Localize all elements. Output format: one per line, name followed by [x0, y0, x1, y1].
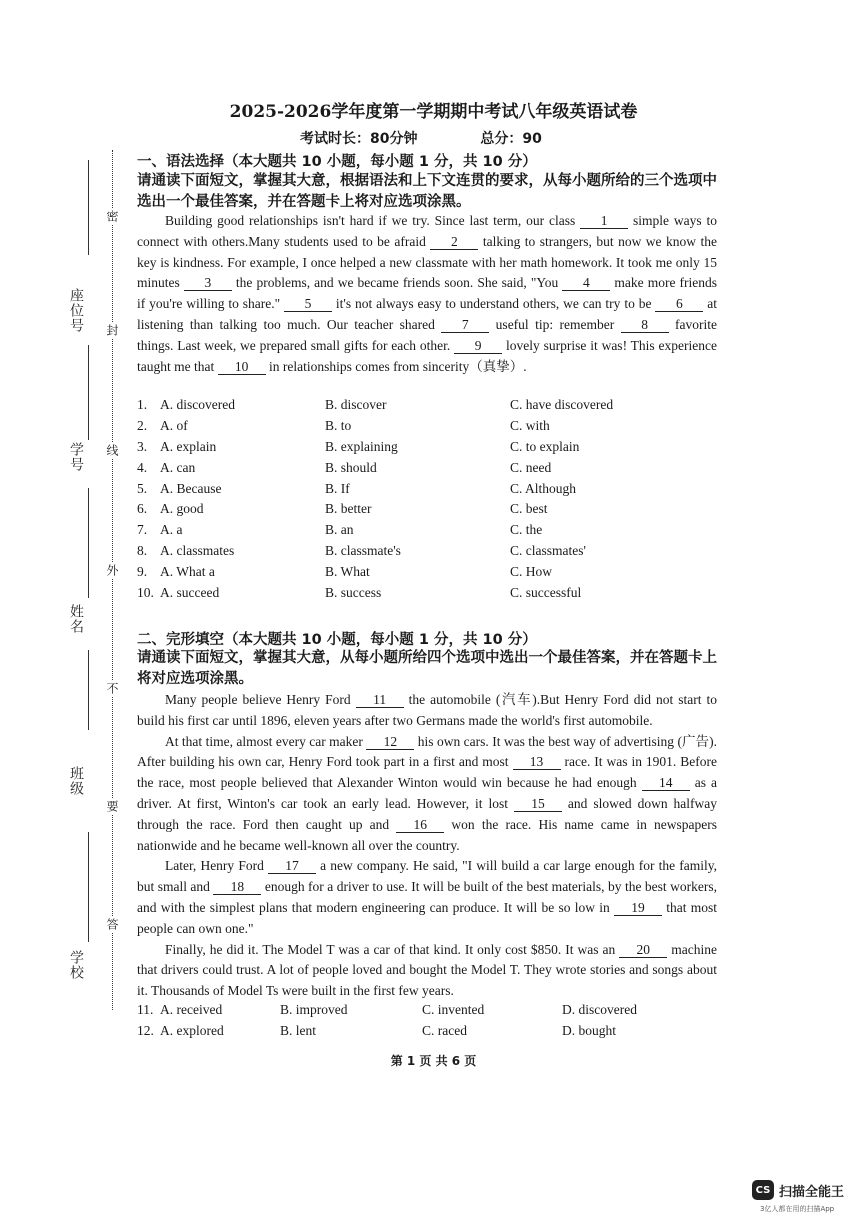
margin-label-name: 姓名: [68, 604, 84, 634]
blank-number: 11: [356, 692, 404, 708]
section2-options: [137, 1002, 717, 1044]
passage-text: simple ways to connect with others.Many students used to be afraid: [137, 213, 717, 249]
option-a: A. of: [160, 417, 188, 433]
margin-label-student-id: 学号: [68, 442, 84, 472]
question-number: 6.: [137, 501, 148, 517]
option-a: A. succeed: [160, 585, 220, 601]
fill-line: [88, 650, 89, 730]
question-number: 1.: [137, 397, 148, 412]
binding-char: 密: [105, 210, 119, 222]
option-b: B. better: [325, 501, 372, 517]
option-b: B. success: [325, 585, 382, 601]
passage-text: lovely surprise it was! This experience taught me that: [137, 337, 717, 374]
section1-options: [137, 397, 717, 606]
passage-text: Many people believe Henry Ford: [165, 692, 356, 707]
option-d: D. discovered: [562, 1002, 637, 1017]
exam-title: 2025-2026学年度第一学期期中考试八年级英语试卷: [229, 102, 638, 122]
exam-info: [300, 128, 600, 148]
passage-text: machine that drivers could trust. A lot of people loved and bought the Model T. They wrote stories and songs about it. Thousands of Model Ts were built in the first few years.: [137, 941, 717, 999]
passage-text: useful tip: remember: [489, 316, 621, 332]
option-b: B. If: [325, 480, 350, 496]
blank-number: 2: [430, 234, 478, 250]
option-c: C. best: [510, 501, 548, 517]
passage-text: a new company. He said, "I will build a car large enough for the family, but small and: [137, 858, 717, 895]
question-number: 2.: [137, 417, 148, 433]
passage-text: as a driver. At first, Winton's car took an early lead. However, it lost: [137, 775, 717, 811]
question-number: 12.: [137, 1022, 154, 1038]
option-a: A. can: [160, 459, 196, 475]
option-row: [137, 501, 717, 522]
option-row: [137, 418, 717, 439]
option-c: C. need: [510, 459, 552, 475]
passage-text: the automobile (汽车).But Henry Ford did not start to build his first car until 1896, eleven years after two Germans made the world's first automobile.: [137, 692, 717, 728]
binding-char: 外: [105, 564, 119, 576]
option-c: C. raced: [422, 1022, 467, 1038]
question-number: 7.: [137, 522, 148, 538]
blank-number: 10: [218, 359, 266, 375]
fill-line: [88, 488, 89, 598]
option-b: B. improved: [280, 1002, 348, 1017]
margin-label-seat: 座位号: [68, 288, 84, 333]
option-b: B. explaining: [325, 438, 398, 454]
passage-text: it's not always easy to understand others, we can try to be: [332, 296, 656, 312]
option-row: [137, 543, 717, 564]
passage-text: At that time, almost every car maker: [165, 733, 367, 749]
question-number: 8.: [137, 543, 148, 559]
passage-text: that most people can own one.": [137, 899, 717, 936]
margin-label-school: 学校: [68, 950, 84, 980]
option-row: [137, 460, 717, 481]
option-c: C. successful: [510, 585, 582, 601]
option-row: [137, 564, 717, 585]
option-b: B. What: [325, 564, 370, 580]
binding-dotted-line: [112, 150, 113, 1010]
option-row: [137, 585, 717, 606]
section2-heading: 二、完形填空（本大题共 10 小题，每小题 1 分，共 10 分）: [137, 632, 537, 648]
passage-paragraph: [137, 732, 717, 857]
option-a: A. good: [160, 501, 204, 517]
option-b: B. to: [325, 417, 352, 433]
section1-heading: 一、语法选择（本大题共 10 小题，每小题 1 分，共 10 分）: [137, 154, 537, 170]
option-b: B. discover: [325, 397, 387, 412]
blank-number: 7: [441, 317, 489, 333]
binding-char: 要: [105, 800, 119, 812]
blank-number: 20: [619, 942, 667, 958]
passage-text: Finally, he did it. The Model T was a car of that kind. It only cost $850. It was an: [165, 941, 620, 957]
blank-number: 4: [562, 275, 610, 291]
option-row: [137, 1002, 717, 1023]
blank-number: 1: [580, 213, 628, 229]
option-c: C. have discovered: [510, 397, 614, 412]
passage-text: won the race. His name came in newspapers nationwide and he became well-known all over the country.: [137, 816, 717, 853]
option-a: A. received: [160, 1002, 223, 1017]
fill-line: [88, 345, 89, 440]
option-c: C. with: [510, 417, 550, 433]
watermark-name: 扫描全能王: [779, 1184, 845, 1200]
question-number: 9.: [137, 564, 148, 580]
question-number: 5.: [137, 480, 148, 496]
blank-number: 15: [514, 796, 562, 812]
option-c: C. the: [510, 522, 543, 538]
question-number: 10.: [137, 585, 154, 601]
option-b: B. classmate's: [325, 543, 401, 559]
page-number: 第 1 页 共 6 页: [390, 1054, 477, 1068]
option-a: A. classmates: [160, 543, 235, 559]
section2-instruction: 请通读下面短文，掌握其大意，从每小题所给四个选项中选出一个最佳答案，并在答题卡上将对应选项涂黑。: [137, 650, 717, 687]
fill-line: [88, 160, 89, 255]
option-c: C. to explain: [510, 438, 580, 454]
binding-char: 线: [105, 444, 119, 456]
passage-text: and slowed down halfway through the race. Ford then caught up and: [137, 795, 717, 832]
option-row: [137, 439, 717, 460]
option-b: B. an: [325, 522, 354, 538]
passage-paragraph: [137, 690, 717, 732]
binding-char: 答: [105, 918, 119, 930]
blank-number: 17: [268, 858, 316, 874]
exam-total-score: 总分：90: [480, 131, 542, 147]
option-row: [137, 397, 717, 418]
section1-instruction: 请通读下面短文，掌握其大意，根据语法和上下文连贯的要求，从每小题所给的三个选项中选出一个最佳答案，并在答题卡上将对应选项涂黑。: [137, 173, 717, 210]
passage-text: favorite things. Last week, we prepared small gifts for each other.: [137, 316, 717, 353]
passage-text: make more friends if you're willing to share.": [137, 275, 718, 312]
passage-text: talking to strangers, but now we know the key is kindness. For example, I once helped a new classmate with her math homework. It took me only 15 minutes: [137, 233, 717, 291]
blank-number: 5: [284, 296, 332, 312]
option-row: [137, 522, 717, 543]
option-c: C. How: [510, 564, 553, 580]
option-a: A. a: [160, 522, 183, 538]
blank-number: 14: [642, 775, 690, 791]
blank-number: 16: [396, 817, 444, 833]
option-a: A. What a: [160, 564, 215, 580]
question-number: 11.: [137, 1002, 154, 1017]
margin-label-class: 班级: [68, 766, 84, 796]
passage-paragraph: [137, 940, 717, 1002]
question-number: 3.: [137, 438, 148, 454]
section2-passage: [137, 690, 717, 1002]
option-b: B. lent: [280, 1022, 316, 1038]
option-d: D. bought: [562, 1022, 616, 1038]
option-row: [137, 481, 717, 502]
camscanner-logo-icon: CS: [752, 1180, 774, 1200]
passage-text: his own cars. It was the best way of advertising (广告). After building his own car, Henry Ford took part in a first and most: [137, 733, 717, 770]
option-a: A. explored: [160, 1022, 224, 1038]
option-c: C. Although: [510, 480, 577, 496]
watermark-tagline: 3亿人都在用的扫描App: [760, 1205, 835, 1213]
option-b: B. should: [325, 459, 377, 475]
blank-number: 19: [614, 900, 662, 916]
blank-number: 18: [213, 879, 261, 895]
option-row: [137, 1023, 717, 1044]
option-a: A. discovered: [160, 397, 235, 412]
blank-number: 13: [513, 754, 561, 770]
passage-text: Building good relationships isn't hard if we try. Since last term, our class: [165, 213, 581, 228]
option-c: C. classmates': [510, 543, 586, 559]
blank-number: 12: [366, 734, 414, 750]
blank-number: 6: [655, 296, 703, 312]
binding-char: 不: [105, 682, 119, 694]
passage-paragraph: [137, 856, 717, 939]
blank-number: 8: [621, 317, 669, 333]
option-c: C. invented: [422, 1002, 485, 1017]
passage-text: the problems, and we became friends soon. She said, "You: [231, 275, 563, 291]
blank-number: 9: [454, 338, 502, 354]
fill-line: [88, 832, 89, 942]
exam-duration: 考试时长：80分钟: [300, 131, 418, 147]
question-number: 4.: [137, 459, 148, 475]
blank-number: 3: [184, 275, 232, 291]
passage-text: enough for a driver to use. It will be built of the best materials, by the best workers, and with the simplest plans that modern engineering can produce. It will be so low in: [137, 879, 717, 915]
binding-char: 封: [105, 324, 119, 336]
option-a: A. explain: [160, 438, 217, 454]
passage-text: at listening than talking too much. Our teacher shared: [137, 296, 717, 332]
passage-text: race. It was in 1901. Before the race, most people believed that Alexander Winton would win because he had enough: [137, 754, 717, 791]
passage-text: Later, Henry Ford: [165, 858, 268, 874]
option-a: A. Because: [160, 480, 222, 496]
scanner-watermark: [752, 1180, 844, 1200]
section1-passage: [137, 211, 717, 377]
passage-text: in relationships comes from sincerity（真挚）.: [265, 358, 527, 374]
